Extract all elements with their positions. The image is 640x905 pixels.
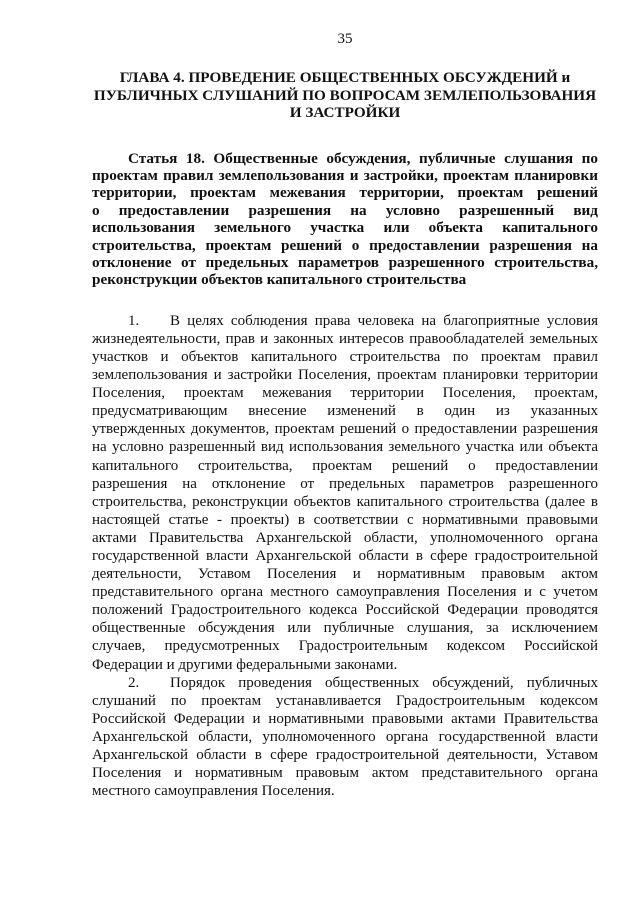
paragraph-line: жизнедеятельности, прав и законных интересов правообладателей земельных bbox=[92, 330, 598, 347]
article-title-line: Статья 18. Общественные обсуждения, публичные слушания по bbox=[128, 149, 598, 167]
paragraph-line: деятельности, Уставом Поселения и нормативным правовым актом bbox=[92, 566, 598, 583]
paragraph-line bbox=[92, 674, 598, 692]
paragraph-line: местного самоуправления Поселения. bbox=[92, 783, 335, 800]
paragraph-line: Федерации и другими федеральными законами. bbox=[92, 656, 398, 673]
paragraph-line bbox=[92, 312, 598, 330]
paragraph-number: 1. bbox=[128, 312, 140, 329]
paragraph-line: общественные обсуждения или публичные слушания, за исключением bbox=[92, 620, 598, 637]
paragraph-line: предусматривающим внесение изменений в один из указанных bbox=[92, 403, 598, 420]
paragraph-line: актами Правительства Архангельской области, уполномоченного органа bbox=[92, 529, 598, 546]
paragraph-line: представительного органа местного самоуправления Поселения и с учетом bbox=[92, 584, 598, 601]
chapter-title-line: ГЛАВА 4. ПРОВЕДЕНИЕ ОБЩЕСТВЕННЫХ ОБСУЖДЕНИЙ и bbox=[119, 69, 571, 86]
paragraph-line: на условно разрешенный вид использования земельного участка или объекта bbox=[92, 439, 598, 456]
chapter-title-line: ПУБЛИЧНЫХ СЛУШАНИЙ ПО ВОПРОСАМ ЗЕМЛЕПОЛЬЗОВАНИЯ bbox=[93, 86, 597, 104]
paragraph-line: Архангельской области в сфере градостроительной деятельности, Уставом bbox=[92, 747, 598, 763]
paragraph-line: Архангельской области, уполномоченного органа государственной власти bbox=[92, 728, 598, 745]
paragraph-line: слушаний по проектам устанавливается Градостроительным кодексом bbox=[92, 692, 598, 709]
paragraph-line: землепользования и застройки Поселения, проектам планировки территории bbox=[92, 367, 598, 384]
article-title-line: отклонение от предельных параметров разрешенного строительства, bbox=[92, 253, 598, 271]
article-title-line: строительства, проектам решений о предоставлении разрешения на bbox=[92, 236, 598, 254]
chapter-title bbox=[92, 69, 598, 122]
paragraph-line: Российской Федерации и нормативными правовыми актами Правительства bbox=[92, 710, 598, 727]
paragraph-line: государственной власти Архангельской области в сфере градостроительной bbox=[92, 547, 598, 564]
paragraph-line: настоящей статье - проекты) в соответствии с нормативными правовыми bbox=[92, 511, 598, 528]
paragraph-line: капитального строительства, проектам решений о предоставлении bbox=[92, 457, 598, 474]
paragraph-line: строительства, реконструкции объектов капитального строительства (далее в bbox=[92, 493, 598, 510]
paragraph-line: Поселения, проектам межевания территории Поселения, проектам, bbox=[92, 385, 598, 402]
article-title-line: использования земельного участка или объекта капитального bbox=[92, 219, 598, 237]
chapter-title-line: И ЗАСТРОЙКИ bbox=[289, 104, 401, 121]
paragraph-2 bbox=[92, 674, 598, 801]
article-title-line: о предоставлении разрешения на условно разрешенный вид bbox=[92, 201, 598, 219]
paragraph-line: положений Градостроительного кодекса Российской Федерации проводятся bbox=[92, 602, 598, 619]
page-number: 35 bbox=[337, 31, 353, 47]
paragraph-line: случаев, предусмотренных Градостроительным кодексом Российской bbox=[92, 638, 598, 655]
paragraph-line-text: Порядок проведения общественных обсуждений, публичных bbox=[170, 674, 598, 691]
article-title-line: реконструкции объектов капитального строительства bbox=[92, 271, 467, 289]
article-title-line: проектам правил землепользования и застройки, проектам планировки bbox=[92, 166, 598, 184]
article-title bbox=[92, 150, 598, 289]
article-title-line: территории, проектам межевания территории, проектам решений bbox=[92, 184, 598, 202]
document-page bbox=[92, 30, 598, 800]
paragraph-line: участков и объектов капитального строительства по проектам правил bbox=[92, 348, 598, 365]
paragraph-1 bbox=[92, 312, 598, 674]
paragraph-line: разрешения на отклонение от предельных параметров разрешенного bbox=[92, 475, 598, 492]
paragraph-line: Поселения и нормативным правовым актом представительного органа bbox=[92, 765, 598, 782]
paragraph-line-text: В целях соблюдения права человека на благоприятные условия bbox=[170, 312, 598, 329]
paragraph-line: утвержденных документов, проектам решений о предоставлении разрешения bbox=[92, 421, 598, 438]
paragraph-number: 2. bbox=[128, 674, 140, 691]
